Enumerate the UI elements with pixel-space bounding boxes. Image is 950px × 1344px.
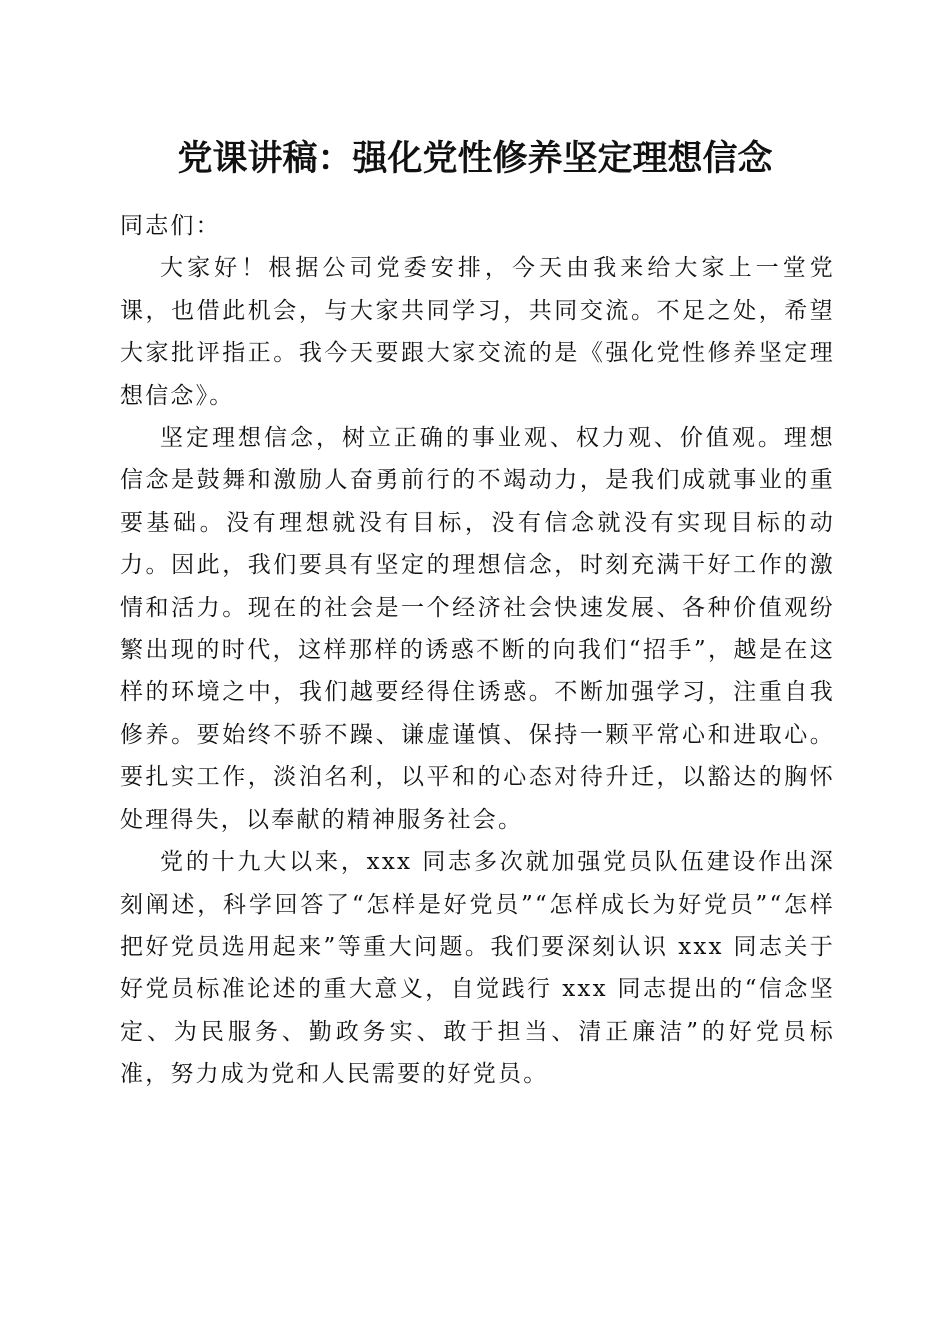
document-title: 党课讲稿：强化党性修养坚定理想信念 bbox=[177, 138, 773, 179]
paragraph-2: 坚定理想信念，树立正确的事业观、权力观、价值观。理想信念是鼓舞和激励人奋勇前行的不竭动力，是我们成就事业的重要基础。没有理想就没有目标，没有信念就没有实现目标的动力。因此，我们要具有坚定的理想信念，时刻充满干好工作的激情和活力。现在的社会是一个经济社会快速发展、各种价值观纷繁出现的时代，这样那样的诱惑不断的向我们“招手”，越是在这样的环境之中，我们越要经得住诱惑。不断加强学习，注重自我修养。要始终不骄不躁、谦虚谨慎、保持一颗平常心和进取心。要扎实工作，淡泊名利，以平和的心态对待升迁，以豁达的胸怀处理得失，以奉献的精神服务社会。 bbox=[120, 425, 835, 833]
document-body bbox=[120, 205, 835, 1096]
paragraph-3: 党的十九大以来，xxx 同志多次就加强党员队伍建设作出深刻阐述，科学回答了“怎样是好党员”“怎样成长为好党员”“怎样把好党员选用起来”等重大问题。我们要深刻认识 xxx 同志关于好党员标准论述的重大意义，自觉践行 xxx 同志提出的“信念坚定、为民服务、勤政务实、敢于担当、清正廉洁”的好党员标准，努力成为党和人民需要的好党员。 bbox=[120, 849, 835, 1088]
salutation: 同志们： bbox=[120, 213, 221, 239]
paragraph-1: 大家好！根据公司党委安排，今天由我来给大家上一堂党课，也借此机会，与大家共同学习，共同交流。不足之处，希望大家批评指正。我今天要跟大家交流的是《强化党性修养坚定理想信念》。 bbox=[120, 255, 835, 409]
